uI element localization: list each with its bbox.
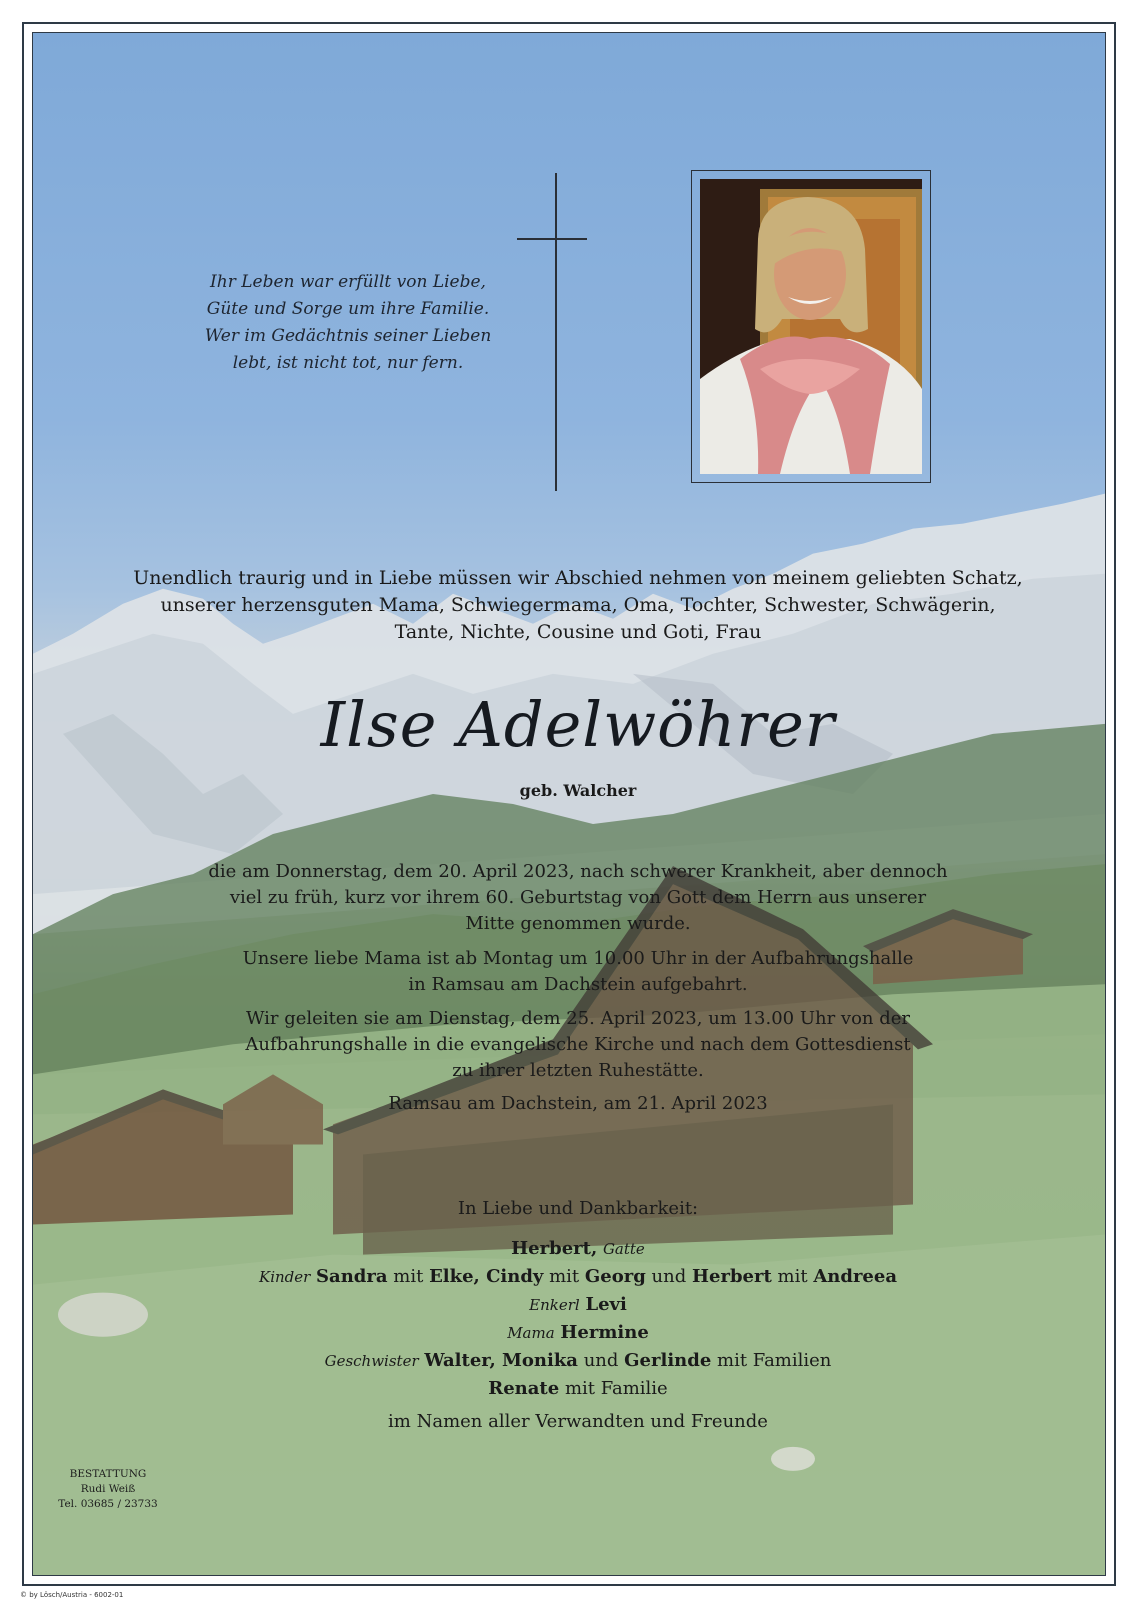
mourner-name: Elke, Cindy xyxy=(429,1266,544,1287)
mourner-name: Herbert, xyxy=(511,1238,598,1259)
connector: mit Familie xyxy=(564,1378,668,1399)
mourner-name: Georg xyxy=(584,1266,646,1287)
intro-line: unserer herzensguten Mama, Schwiegermama, Oma, Tochter, Schwester, Schwägerin, xyxy=(160,594,996,616)
connector: und xyxy=(583,1350,619,1371)
mourner-name: Walter, Monika xyxy=(424,1350,578,1371)
intro-text xyxy=(113,565,1043,646)
place-date: Ramsau am Dachstein, am 21. April 2023 xyxy=(388,1093,768,1114)
connector: und xyxy=(651,1266,687,1287)
cross-icon xyxy=(555,173,557,491)
announcement-line: die am Donnerstag, dem 20. April 2023, nach schwerer Krankheit, aber dennoch xyxy=(208,861,948,882)
mourner-children xyxy=(113,1263,1043,1291)
announcement-line: Wir geleiten sie am Dienstag, dem 25. April 2023, um 13.00 Uhr von der xyxy=(245,1008,911,1029)
mourner-relation: Kinder xyxy=(258,1268,311,1286)
connector: mit xyxy=(549,1266,580,1287)
funeral-info xyxy=(113,1006,1043,1084)
connector: mit xyxy=(393,1266,424,1287)
cross-icon-crossbar xyxy=(517,238,587,240)
poem-line: Güte und Sorge um ihre Familie. xyxy=(206,299,490,319)
death-announcement xyxy=(113,859,1043,937)
mourner-siblings xyxy=(113,1347,1043,1375)
funeral-home-label: BESTATTUNG xyxy=(69,1468,147,1480)
funeral-home-phone: Tel. 03685 / 23733 xyxy=(58,1498,158,1510)
mourner-name: Levi xyxy=(585,1294,627,1315)
mourner-name: Renate xyxy=(488,1378,560,1399)
mourner-relation: Geschwister xyxy=(324,1352,419,1370)
mourner-other xyxy=(113,1375,1043,1402)
portrait-photo xyxy=(700,179,922,474)
mourner-relation: Mama xyxy=(507,1324,555,1342)
closing-line: im Namen aller Verwandten und Freunde xyxy=(388,1411,768,1432)
mourner-mother xyxy=(113,1319,1043,1347)
intro-line: Unendlich traurig und in Liebe müssen wir Abschied nehmen von meinem geliebten Schatz, xyxy=(133,567,1023,589)
mourner-husband xyxy=(113,1235,1043,1263)
mourner-grandchild xyxy=(113,1291,1043,1319)
viewing-info xyxy=(113,946,1043,998)
funeral-home-name: Rudi Weiß xyxy=(80,1483,136,1495)
connector: mit Familien xyxy=(717,1350,832,1371)
announcement-line: Mitte genommen wurde. xyxy=(465,913,691,934)
poem-line: Ihr Leben war erfüllt von Liebe, xyxy=(210,272,486,292)
mourner-name: Andreea xyxy=(813,1266,898,1287)
portrait-frame xyxy=(691,170,931,483)
poem-line: Wer im Gedächtnis seiner Lieben xyxy=(204,326,492,346)
poem-line: lebt, ist nicht tot, nur fern. xyxy=(232,353,464,373)
mourner-relation: Gatte xyxy=(602,1240,645,1258)
deceased-name: Ilse Adelwöhrer xyxy=(320,688,836,761)
birth-name: geb. Walcher xyxy=(519,781,637,800)
funeral-home-info xyxy=(53,1467,163,1512)
memorial-poem xyxy=(183,269,513,377)
connector: mit xyxy=(777,1266,808,1287)
inner-border xyxy=(32,32,1106,1576)
mourners-list xyxy=(113,1235,1043,1402)
mourners-heading: In Liebe und Dankbarkeit: xyxy=(457,1198,699,1219)
intro-line: Tante, Nichte, Cousine und Goti, Frau xyxy=(394,621,762,643)
outer-border xyxy=(22,22,1116,1586)
announcement-line: Aufbahrungshalle in die evangelische Kirche und nach dem Gottesdienst xyxy=(245,1034,911,1055)
announcement-line: in Ramsau am Dachstein aufgebahrt. xyxy=(408,974,748,995)
mourner-name: Gerlinde xyxy=(624,1350,712,1371)
mourner-name: Herbert xyxy=(692,1266,772,1287)
mourner-name: Sandra xyxy=(316,1266,388,1287)
announcement-line: viel zu früh, kurz vor ihrem 60. Geburtstag von Gott dem Herrn aus unserer xyxy=(229,887,927,908)
announcement-line: zu ihrer letzten Ruhestätte. xyxy=(452,1060,704,1081)
print-imprint: © by Lösch/Austria - 6002-01 xyxy=(20,1591,124,1599)
mourner-name: Hermine xyxy=(560,1322,649,1343)
announcement-line: Unsere liebe Mama ist ab Montag um 10.00 Uhr in der Aufbahrungshalle xyxy=(242,948,914,969)
mourner-relation: Enkerl xyxy=(529,1296,580,1314)
